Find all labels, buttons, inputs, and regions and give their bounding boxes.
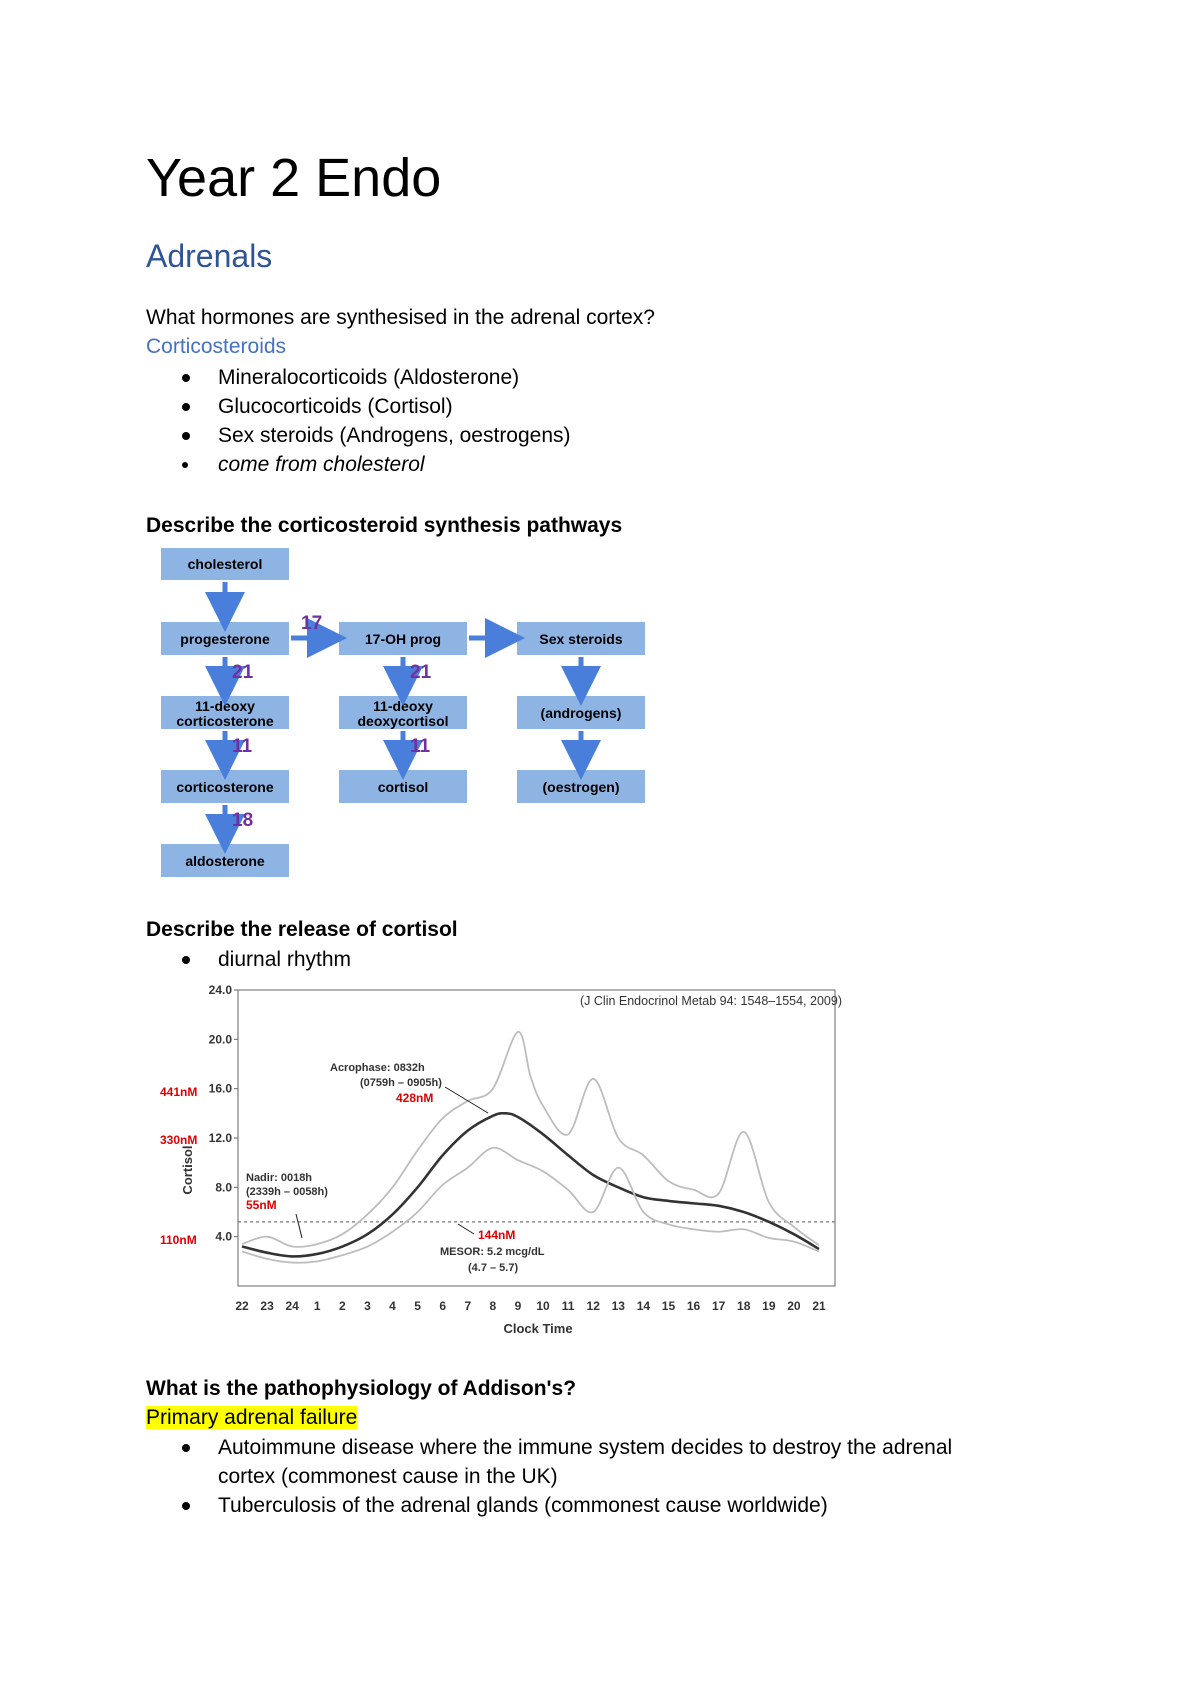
y-tick-label: 24.0 [208,983,232,997]
x-tick-label: 1 [313,1299,321,1313]
list-item: Glucocorticoids (Cortisol) [146,392,571,421]
acrophase-range: (0759h – 0905h) [360,1077,442,1089]
label-sex-steroids: Sex steroids [539,631,623,647]
x-tick-label: 18 [737,1299,751,1313]
cortisol-diurnal-chart [150,980,850,1350]
cortisol-release-list [146,945,351,974]
bullet-icon [182,462,188,468]
label-11-deoxy-b: 11-deoxy [373,698,433,714]
list-item: Autoimmune disease where the immune system decides to destroy the adrenal cortex (commonest cause in the UK) [146,1433,952,1491]
x-tick-label: 13 [611,1299,625,1313]
enzyme-21-b: 21 [410,662,432,683]
bullet-icon [182,1502,190,1510]
x-tick-label: 24 [285,1299,299,1313]
label-17-oh-prog: 17-OH prog [364,631,442,647]
x-tick-label: 20 [787,1299,801,1313]
enzyme-17: 17 [301,613,323,634]
list-item: Sex steroids (Androgens, oestrogens) [146,421,571,450]
enzyme-21: 21 [232,662,254,683]
section-heading: Adrenals [146,238,273,274]
list-item: Tuberculosis of the adrenal glands (commonest cause worldwide) [146,1491,952,1520]
acrophase-label: Acrophase: 0832h [330,1062,425,1074]
mesor-label: MESOR: 5.2 mcg/dL [440,1246,545,1258]
x-tick-label: 8 [489,1299,497,1313]
question-addisons: What is the pathophysiology of Addison's? [146,1377,577,1400]
question-hormones: What hormones are synthesised in the adrenal cortex? [146,306,655,329]
label-deoxycortisol: deoxycortisol [357,713,449,729]
bullet-icon [182,956,190,964]
x-tick-label: 2 [339,1299,346,1313]
x-tick-label: 7 [464,1299,472,1313]
nadir-nm: 55nM [246,1198,277,1212]
bullet-icon [182,403,190,411]
x-tick-label: 6 [439,1299,447,1313]
enzyme-18: 18 [232,810,254,831]
mesor-nm: 144nM [478,1228,516,1242]
left-label-110: 110nM [160,1233,197,1247]
y-tick-label: 20.0 [208,1032,232,1047]
question-cortisol-release: Describe the release of cortisol [146,918,458,941]
x-tick-label: 9 [514,1299,522,1313]
list-item: Mineralocorticoids (Aldosterone) [146,363,571,392]
enzyme-11-b: 11 [410,736,431,757]
x-tick-label: 4 [389,1299,396,1313]
x-tick-label: 10 [536,1299,550,1313]
y-axis-label: Cortisol [180,1145,195,1195]
label-progesterone: progesterone [180,631,270,647]
enzyme-11: 11 [232,736,253,757]
citation-label: (J Clin Endocrinol Metab 94: 1548–1554, 2009) [580,994,842,1008]
x-tick-label: 22 [235,1299,249,1313]
x-tick-label: 16 [686,1299,701,1313]
label-androgens: (androgens) [540,705,622,721]
x-axis-label: Clock Time [503,1321,573,1336]
x-tick-label: 15 [661,1299,676,1313]
x-tick-label: 21 [812,1299,826,1313]
x-tick-label: 17 [711,1299,726,1313]
label-oestrogen: (oestrogen) [542,779,620,795]
page-title: Year 2 Endo [146,148,442,208]
x-tick-label: 5 [414,1299,421,1313]
y-tick-label: 16.0 [208,1081,232,1096]
x-tick-label: 12 [586,1299,600,1313]
addisons-list [146,1433,952,1520]
x-tick-label: 23 [260,1299,274,1313]
nadir-label: Nadir: 0018h [246,1172,313,1184]
mesor-range: (4.7 – 5.7) [468,1262,519,1274]
label-11-deoxy: 11-deoxy [195,698,255,714]
y-tick-label: 12.0 [208,1131,232,1145]
bullet-icon [182,1444,190,1452]
x-tick-label: 14 [636,1299,651,1313]
label-aldosterone: aldosterone [185,853,265,869]
list-item: come from cholesterol [146,450,571,479]
label-corticosterone: corticosterone [176,779,274,795]
left-label-441: 441nM [160,1085,198,1099]
x-tick-label: 19 [762,1299,776,1313]
answer-heading-primary-adrenal-failure: Primary adrenal failure [146,1406,358,1429]
bullet-icon [182,432,190,440]
x-tick-label: 3 [364,1299,371,1313]
corticosteroid-list [146,363,571,479]
list-item: diurnal rhythm [146,945,351,974]
acrophase-nm: 428nM [396,1091,434,1105]
y-tick-label: 8.0 [215,1180,232,1195]
question-synthesis: Describe the corticosteroid synthesis pathways [146,514,623,537]
x-tick-label: 11 [561,1299,575,1313]
label-corticosterone-2: corticosterone [176,713,274,729]
left-label-330: 330nM [160,1133,198,1147]
nadir-range: (2339h – 0058h) [246,1186,328,1198]
label-cholesterol: cholesterol [187,556,263,572]
answer-heading-corticosteroids: Corticosteroids [146,335,287,358]
bullet-icon [182,374,190,382]
synthesis-pathway-diagram [140,540,660,880]
label-cortisol: cortisol [377,779,429,795]
y-tick-label: 4.0 [215,1229,232,1244]
